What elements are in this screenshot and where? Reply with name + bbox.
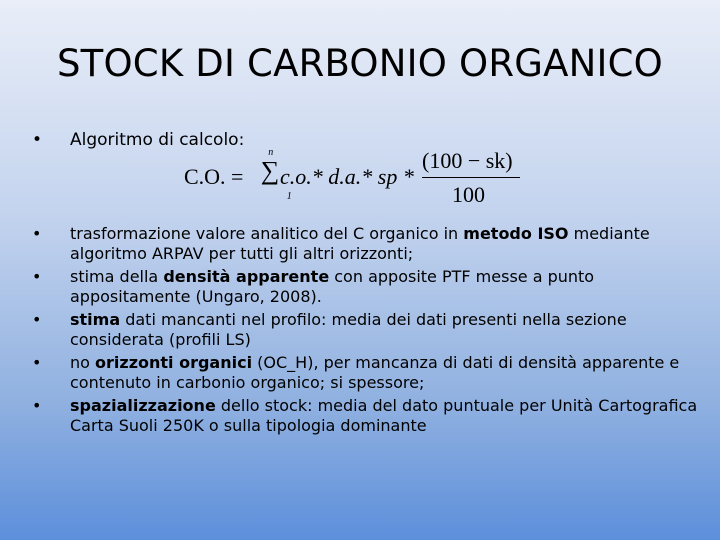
sum-upper-limit: n [268, 147, 274, 158]
list-item [32, 224, 700, 264]
item-text: mediante algoritmo ARPAV per tutti gli altri orizzonti; [70, 224, 650, 263]
list-item [32, 310, 700, 350]
formula-terms: c.o.* d.a.* sp * [280, 164, 414, 189]
item-text: (OC_H), per mancanza di dati di densità apparente e contenuto in carbonio organico; si spessore; [70, 353, 680, 392]
sum-lower-limit: 1 [286, 191, 292, 202]
list-item [32, 396, 700, 436]
slide-title: STOCK DI CARBONIO ORGANICO [57, 42, 663, 85]
item-emphasis: stima [70, 310, 121, 329]
fraction-denominator: 100 [452, 182, 485, 207]
item-emphasis: metodo ISO [463, 224, 569, 243]
formula-lhs: C.O. = [184, 164, 244, 189]
bullet-marker: • [32, 396, 42, 415]
bullet-list [32, 224, 700, 439]
fraction-bar [422, 177, 520, 178]
intro-bullet [32, 130, 690, 150]
intro-text: Algoritmo di calcolo: [70, 130, 245, 150]
item-emphasis: spazializzazione [70, 396, 216, 415]
list-item [32, 267, 700, 307]
formula [184, 148, 524, 208]
item-text: stima della [70, 267, 164, 286]
list-item [32, 353, 700, 393]
item-text: dello stock: media del dato puntuale per Unità Cartografica Carta Suoli 250K o sulla tipologia dominante [70, 396, 698, 435]
bullet-marker: • [32, 267, 42, 286]
sum-symbol: ∑ [260, 156, 280, 185]
bullet-marker: • [32, 310, 42, 329]
item-text: dati mancanti nel profilo: media dei dati presenti nella sezione considerata (profili LS) [70, 310, 627, 349]
bullet-marker: • [32, 130, 43, 150]
item-emphasis: orizzonti organici [95, 353, 253, 372]
item-text: no [70, 353, 96, 372]
fraction-numerator: (100 − sk) [422, 148, 513, 173]
summation [260, 147, 292, 202]
item-text: con apposite PTF messe a punto appositamente (Ungaro, 2008). [70, 267, 595, 306]
bullet-marker: • [32, 353, 42, 372]
item-emphasis: densità apparente [163, 267, 330, 286]
bullet-marker: • [32, 224, 42, 243]
item-text: trasformazione valore analitico del C organico in [70, 224, 464, 243]
